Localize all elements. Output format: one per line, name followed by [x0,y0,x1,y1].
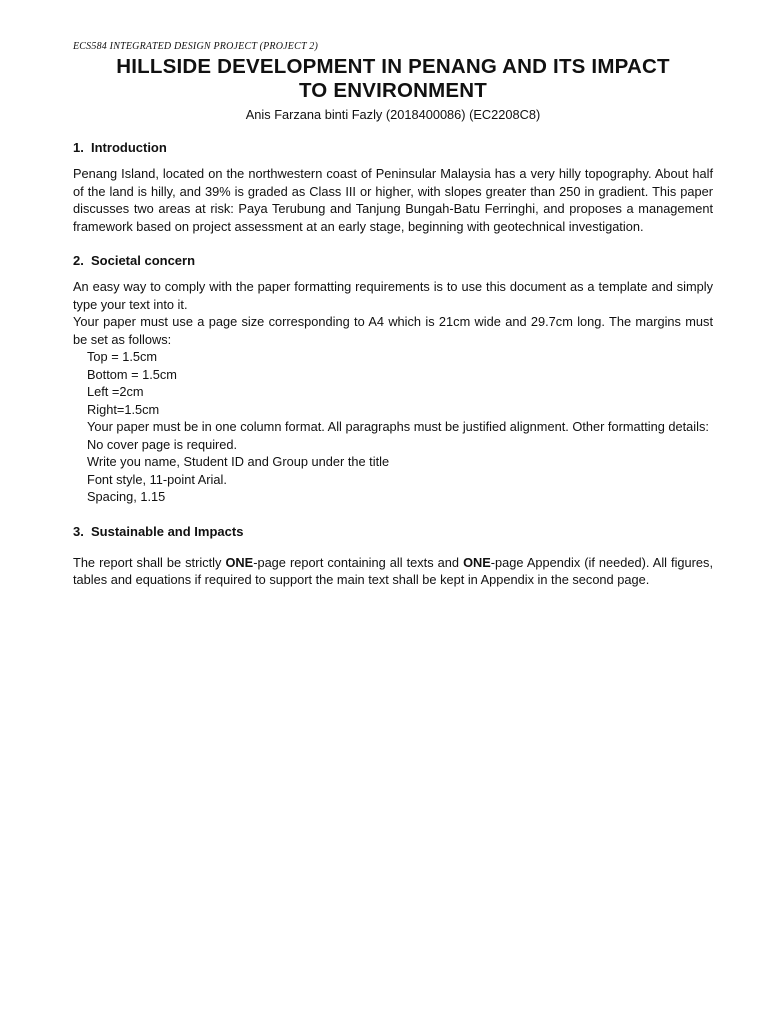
margin-top-item: Top = 1.5cm [87,349,158,364]
section-3-bold-b: ONE [463,554,491,570]
section-2-number: 2. [73,253,84,268]
document-title [73,55,713,103]
title-line-1: HILLSIDE DEVELOPMENT IN PENANG AND ITS IMPACT [116,55,670,78]
section-2-paragraph-3: Your paper must be in one column format. All paragraphs must be justified alignment. Other formatting details: [87,419,709,434]
detail-item: Font style, 11-point Arial. [87,471,227,487]
margin-right-item: Right=1.5cm [87,401,160,417]
section-3-heading [73,524,713,540]
page-content [73,40,713,589]
detail-item: Write you name, Student ID and Group under the title [87,454,390,469]
section-1-title: Introduction [91,140,167,155]
section-3-paragraph [73,554,713,589]
section-3-text-c: -page Appendix (if needed). All figures, tables and equations if required to support the main text shall be kept in Appendix in the second page. [73,554,713,587]
section-3-text-a: The report shall be strictly [73,554,226,570]
margin-bottom-item: Bottom = 1.5cm [87,366,177,382]
section-3-number: 3. [73,523,84,539]
section-3-bold-a: ONE [225,554,254,570]
detail-item: No cover page is required. [87,436,238,452]
course-code: ECS584 INTEGRATED DESIGN PROJECT (PROJECT 2) [73,41,318,52]
section-2-title: Societal concern [91,253,196,268]
title-line-2: TO ENVIRONMENT [298,79,488,102]
section-3-title: Sustainable and Impacts [91,523,244,539]
section-1-paragraph: Penang Island, located on the northwestern coast of Peninsular Malaysia has a very hilly topography. About half of the land is hilly, and 39% is graded as Class III or higher, with slopes greater than 250 in gradient. This paper discusses two areas at risk: Paya Terubung and Tanjung Bungah-Batu Ferringhi, and proposes a management framework based on project assessment at an early stage, beginning with geotechnical investigation. [73,166,713,234]
margin-left-item: Left =2cm [87,384,144,399]
section-1-heading [73,140,713,156]
section-3-text-b: -page report containing all texts and [253,554,464,570]
section-2-paragraph-2: Your paper must use a page size corresponding to A4 which is 21cm wide and 29.7cm long. The margins must be set as follows: [73,314,713,347]
detail-item: Spacing, 1.15 [87,489,166,504]
section-2-paragraph-1: An easy way to comply with the paper formatting requirements is to use this document as a template and simply type your text into it. [73,279,713,312]
author-line: Anis Farzana binti Fazly (2018400086) (EC2208C8) [245,107,541,122]
section-1-number: 1. [73,140,84,155]
section-2-heading [73,253,713,269]
